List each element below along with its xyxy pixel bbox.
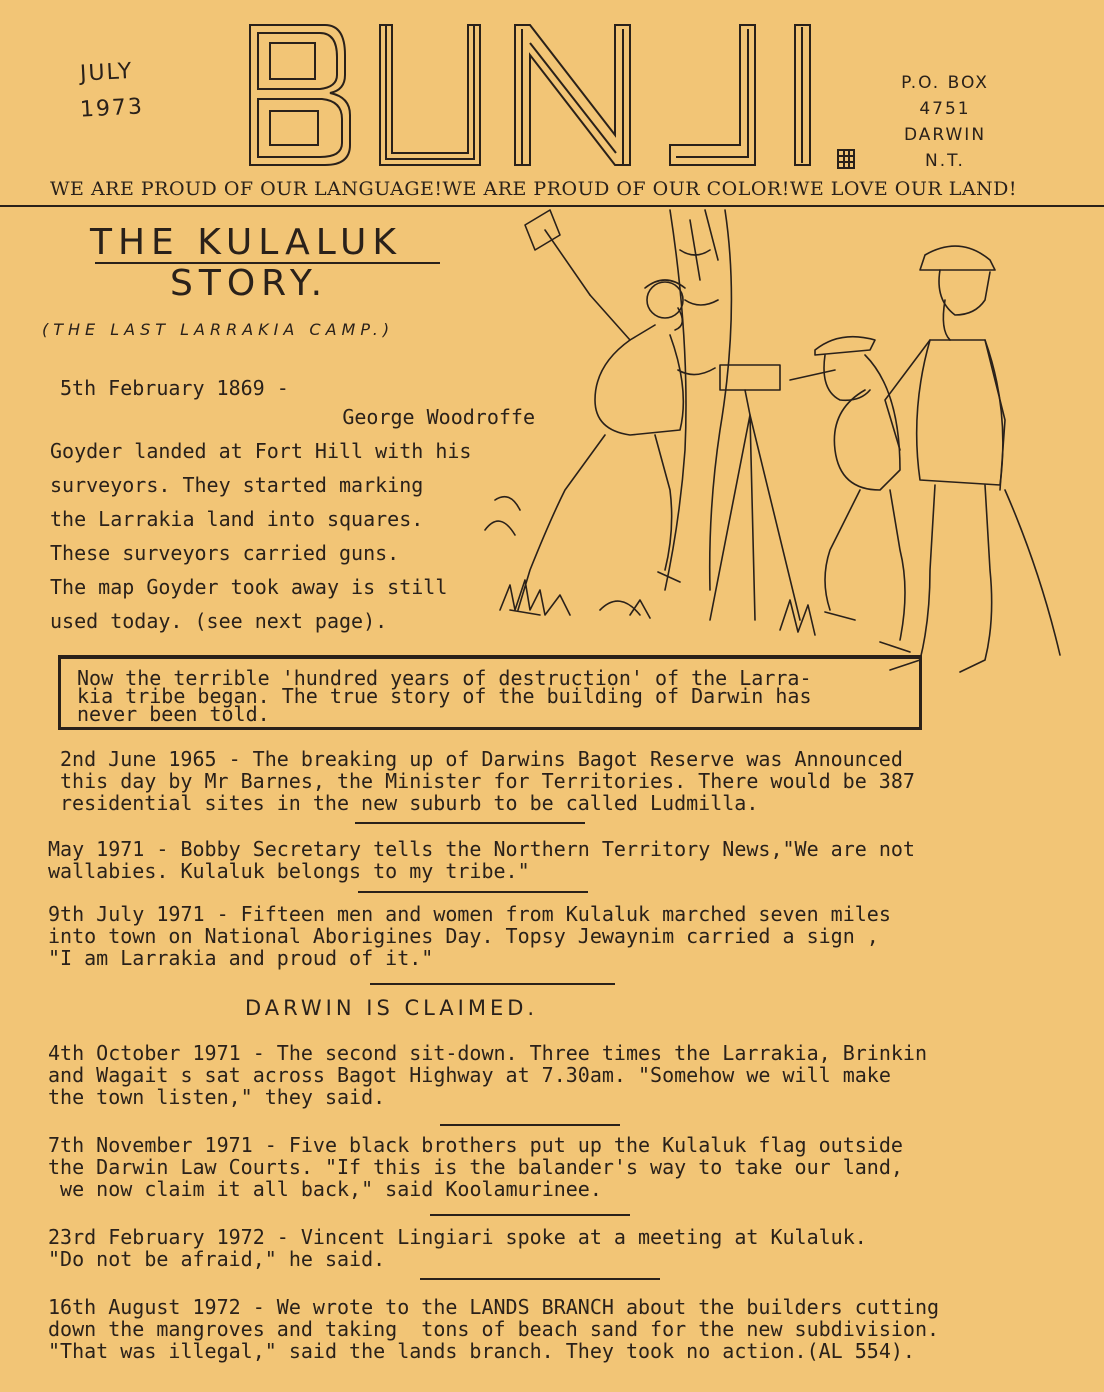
entry-separator xyxy=(358,891,588,893)
intro-line: George Woodroffe xyxy=(342,405,535,429)
timeline-entry: 23rd February 1972 - Vincent Lingiari spoke at a meeting at Kulaluk. "Do not be afraid," he said. xyxy=(48,1225,867,1271)
slogan: WE ARE PROUD OF OUR LANGUAGE!WE ARE PROUD OF OUR COLOR!WE LOVE OUR LAND! xyxy=(50,178,1018,200)
issue-month: JULY xyxy=(79,58,134,87)
timeline-entry: 9th July 1971 - Fifteen men and women from Kulaluk marched seven miles into town on National Aborigines Day. Topsy Jewaynim carried a sign , "I am Larrakia and proud of it." xyxy=(48,902,891,970)
timeline-entry: May 1971 - Bobby Secretary tells the Northern Territory News,"We are not wallabies. Kulaluk belongs to my tribe." xyxy=(48,837,915,883)
intro-line: used today. (see next page). xyxy=(50,609,388,633)
surveyors-illustration xyxy=(480,190,1080,710)
intro-line: The map Goyder took away is still xyxy=(50,575,448,599)
story-title-line2: STORY. xyxy=(170,263,329,304)
masthead-logo xyxy=(240,15,860,175)
intro-text xyxy=(50,400,550,638)
timeline-entry: 4th October 1971 - The second sit-down. Three times the Larrakia, Brinkin and Wagait s sat across Bagot Highway at 7.30am. "Somehow we will make the town listen," they said. xyxy=(48,1041,927,1109)
boxed-note xyxy=(58,655,922,730)
issue-date xyxy=(80,55,144,127)
entry-separator xyxy=(420,1278,660,1280)
intro-line: the Larrakia land into squares. xyxy=(50,507,424,531)
boxed-note-text: Now the terrible 'hundred years of destruction' of the Larra- kia tribe began. The true story of the building of Darwin has never been told. xyxy=(77,666,812,726)
issue-year: 1973 xyxy=(79,94,145,123)
intro-line: Goyder landed at Fort Hill with his xyxy=(50,439,472,463)
timeline-entry: 16th August 1972 - We wrote to the LANDS BRANCH about the builders cutting down the mangroves and taking tons of beach sand for the new subdivision. "That was illegal," said the lands branch. They took no action.(AL 554). xyxy=(48,1295,940,1363)
entry-separator xyxy=(370,983,615,985)
timeline-entry: 2nd June 1965 - The breaking up of Darwins Bagot Reserve was Announced this day by Mr Barnes, the Minister for Territories. There would be 387 residential sites in the new suburb to be called Ludmilla. xyxy=(60,747,915,815)
address-territory: N.T. xyxy=(925,151,965,171)
story-title-line1: THE KULALUK xyxy=(90,222,402,263)
intro-line: surveyors. They started marking xyxy=(50,473,424,497)
intro-line: These surveyors carried guns. xyxy=(50,541,400,565)
address-box: P.O. BOX 4751 xyxy=(901,73,989,119)
address-city: DARWIN xyxy=(903,125,987,145)
entry-separator xyxy=(440,1124,620,1126)
entry-separator xyxy=(430,1214,630,1216)
postal-address xyxy=(880,70,1010,174)
intro-date: 5th February 1869 - xyxy=(60,376,289,400)
title-underline xyxy=(95,262,440,264)
timeline-entry: 7th November 1971 - Five black brothers put up the Kulaluk flag outside the Darwin Law Courts. "If this is the balander's way to take our land, we now claim it all back," said Koolamurinee. xyxy=(48,1133,903,1201)
story-subtitle: (THE LAST LARRAKIA CAMP.) xyxy=(42,320,395,339)
section-heading: DARWIN IS CLAIMED. xyxy=(245,996,539,1020)
entry-separator xyxy=(355,822,585,824)
